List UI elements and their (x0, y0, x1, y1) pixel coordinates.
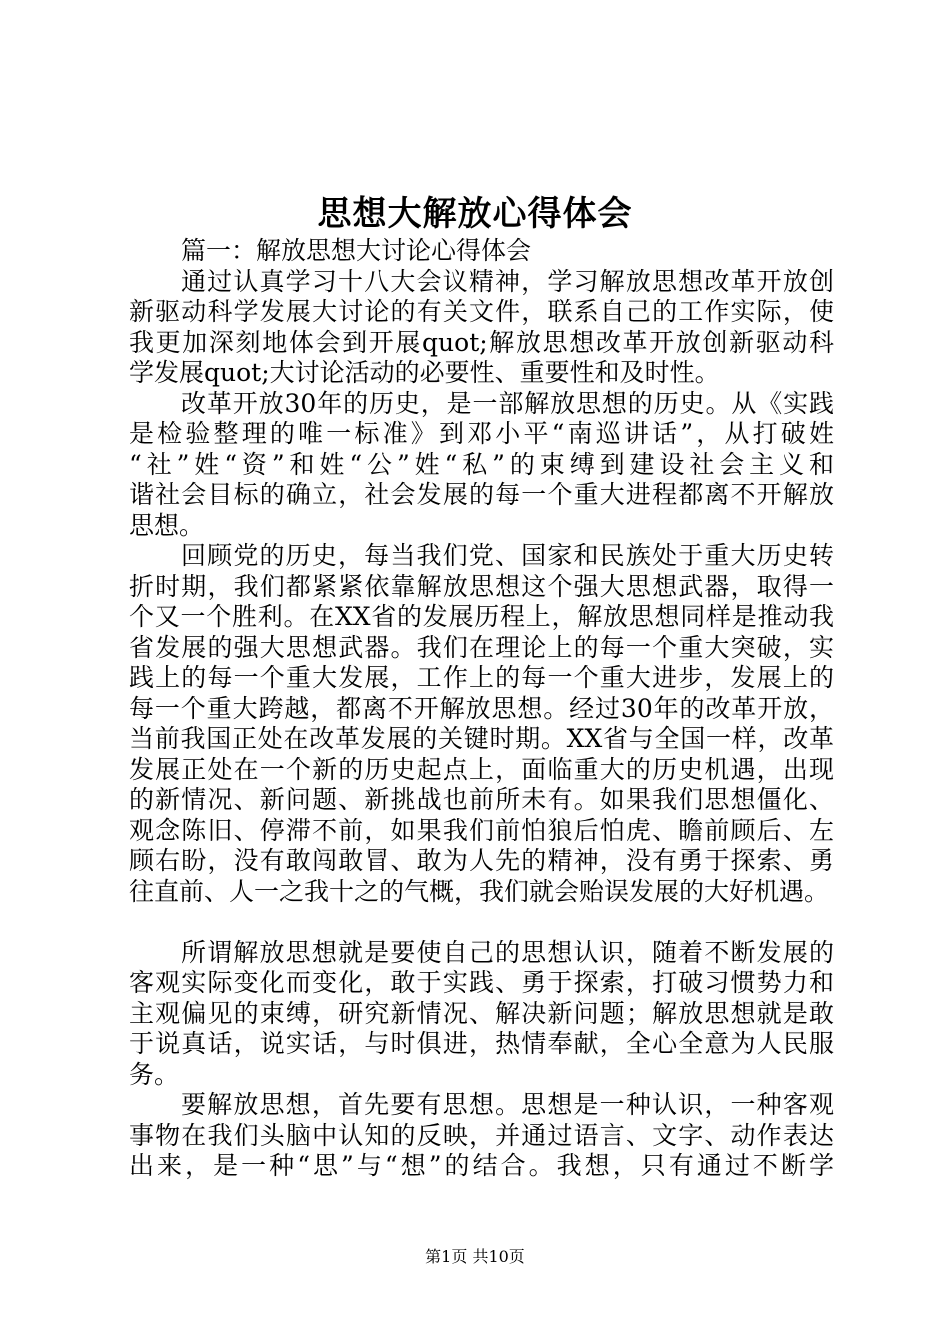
document-body (129, 236, 834, 1182)
paragraph-line: 往直前、人一之我十之的气概，我们就会贻误发展的大好机遇。 (129, 876, 830, 906)
paragraph-line: 于说真话，说实话，与时俱进，热情奉献，全心全意为人民服 (129, 1029, 834, 1058)
paragraph-line: 务。 (129, 1059, 180, 1089)
paragraph-line: 谐社会目标的确立，社会发展的每一个重大进程都离不开解放 (129, 480, 834, 509)
paragraph-line: 要解放思想，首先要有思想。思想是一种认识，一种客观 (181, 1090, 834, 1119)
paragraph-line: 所谓解放思想就是要使自己的思想认识，随着不断发展的 (181, 937, 834, 967)
paragraph-line: 省发展的强大思想武器。我们在理论上的每一个重大突破，实 (129, 632, 834, 662)
paragraph-gap (129, 907, 834, 938)
paragraph-line: 回顾党的历史，每当我们党、国家和民族处于重大历史转 (181, 541, 834, 570)
paragraph-line: 新驱动科学发展大讨论的有关文件，联系自己的工作实际，使 (129, 297, 834, 326)
paragraph-line: 当前我国正处在改革发展的关键时期。XX省与全国一样，改革 (129, 724, 834, 753)
paragraph-line: 每一个重大跨越，都离不开解放思想。经过30年的改革开放， (129, 693, 834, 723)
paragraph-line: 思想。 (129, 510, 205, 540)
page-footer: 第1页 共10页 (425, 1247, 525, 1266)
paragraph-line: 的新情况、新问题、新挑战也前所未有。如果我们思想僵化、 (129, 785, 834, 814)
paragraph-line: “社”姓“资”和姓“公”姓“私”的束缚到建设社会主义和 (129, 449, 834, 479)
paragraph-line: 我更加深刻地体会到开展quot;解放思想改革开放创新驱动科 (129, 327, 834, 357)
paragraph-line: 出来，是一种“思”与“想”的结合。我想，只有通过不断学 (129, 1151, 834, 1180)
paragraph-line: 通过认真学习十八大会议精神，学习解放思想改革开放创 (181, 266, 834, 296)
paragraph-line: 事物在我们头脑中认知的反映，并通过语言、文字、动作表达 (129, 1120, 834, 1150)
paragraph-line: 个又一个胜利。在XX省的发展历程上，解放思想同样是推动我 (129, 602, 834, 631)
document-title: 思想大解放心得体会 (317, 194, 633, 234)
paragraph-line: 观念陈旧、停滞不前，如果我们前怕狼后怕虎、瞻前顾后、左 (129, 815, 834, 845)
paragraph-line: 客观实际变化而变化，敢于实践、勇于探索，打破习惯势力和 (129, 968, 834, 997)
paragraph-line: 改革开放30年的历史，是一部解放思想的历史。从《实践 (181, 388, 834, 418)
paragraph-line: 折时期，我们都紧紧依靠解放思想这个强大思想武器，取得一 (129, 571, 834, 601)
paragraph-line: 主观偏见的束缚，研究新情况、解决新问题；解放思想就是敢 (129, 998, 834, 1028)
paragraph-line: 是检验整理的唯一标准》到邓小平“南巡讲话”，从打破姓 (129, 419, 834, 448)
paragraph-line: 学发展quot;大讨论活动的必要性、重要性和及时性。 (129, 358, 720, 387)
paragraph-line: 顾右盼，没有敢闯敢冒、敢为人先的精神，没有勇于探索、勇 (129, 846, 834, 875)
section-heading: 篇一：解放思想大讨论心得体会 (181, 236, 532, 265)
paragraph-line: 践上的每一个重大发展，工作上的每一个重大进步，发展上的 (129, 663, 834, 692)
paragraph-line: 发展正处在一个新的历史起点上，面临重大的历史机遇，出现 (129, 754, 834, 784)
